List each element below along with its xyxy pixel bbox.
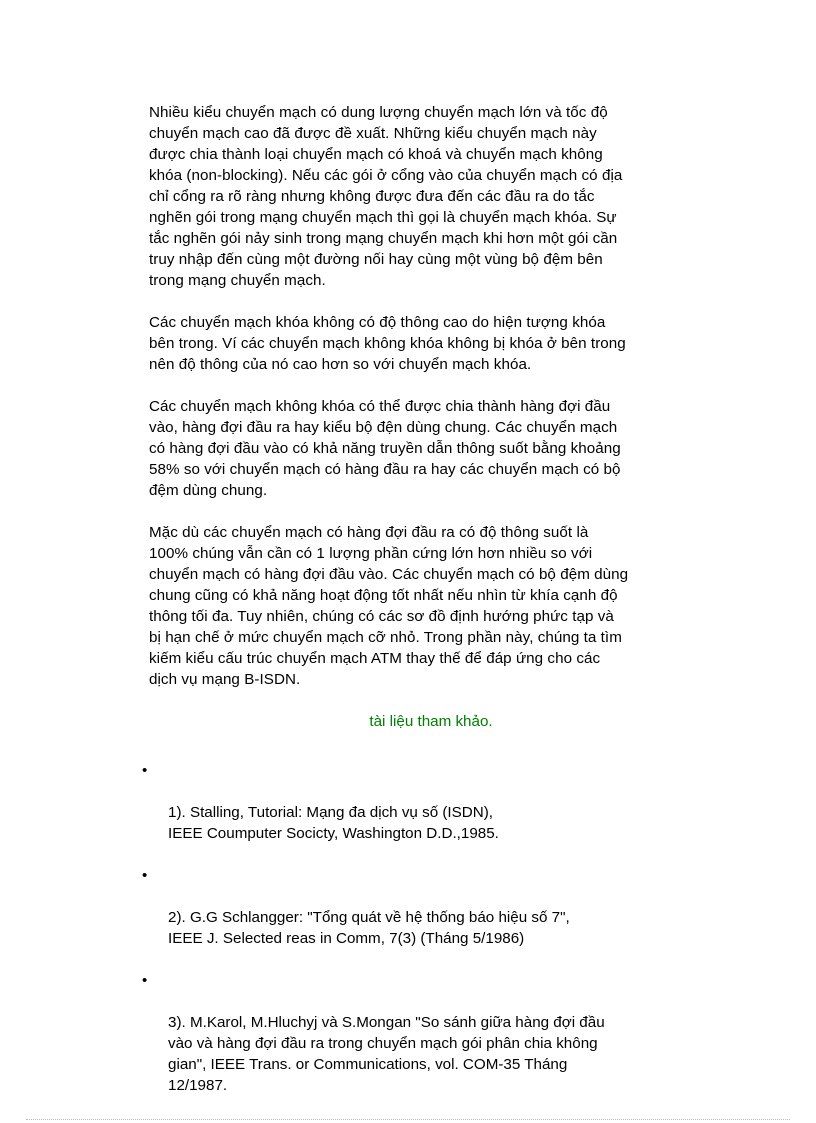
bullet-icon: • xyxy=(142,867,148,884)
paragraph-output-queue: Mặc dù các chuyển mạch có hàng đợi đầu ra có độ thông suốt là 100% chúng vẫn cần có 1 lượng phần cứng lớn hơn nhiều so với chuyển mạch có hàng đợi đầu vào. Các chuyển mạch có bộ đệm dùng chung cũng có khả năng hoạt động tốt nhất nếu nhìn từ khía cạnh độ thông tối đa. Tuy nhiên, chúng có các sơ đồ định hướng phức tạp và bị hạn chế ở mức chuyển mạch cỡ nhỏ. Trong phần này, chúng ta tìm kiếm kiểu cấu trúc chuyển mạch ATM thay thế để đáp ứng cho các dịch vụ mạng B-ISDN. xyxy=(149,524,629,688)
paragraph-switching-types: Nhiều kiểu chuyển mạch có dung lượng chuyển mạch lớn và tốc độ chuyển mạch cao đã được đề xuất. Những kiểu chuyển mạch này được chia thành loại chuyển mạch có khoá và chuyển mạch không khóa (non-blocking). Nếu các gói ở cổng vào của chuyển mạch có địa chỉ cổng ra rõ ràng nhưng không được đưa đến các đầu ra do tắc nghẽn gói trong mạng chuyển mạch thì gọi là chuyển mạch khóa. Sự tắc nghẽn gói nảy sinh trong mạng chuyển mạch khi hơn một gói cần truy nhập đến cùng một đường nối hay cùng một vùng bộ đệm bên trong mạng chuyển mạch. xyxy=(149,104,623,289)
reference-text: 1). Stalling, Tutorial: Mạng đa dịch vụ số (ISDN), IEEE Coumputer Socicty, Washington D.D.,1985. xyxy=(168,804,499,842)
bullet-icon: • xyxy=(142,762,148,779)
reference-text: 2). G.G Schlangger: "Tổng quát về hệ thống báo hiệu số 7", IEEE J. Selected reas in Comm, 7(3) (Tháng 5/1986) xyxy=(168,909,570,947)
reference-item xyxy=(142,865,697,949)
reference-item xyxy=(142,970,697,1096)
references-list xyxy=(142,760,697,1096)
paragraph-nonblocking-queues: Các chuyển mạch không khóa có thể được chia thành hàng đợi đầu vào, hàng đợi đầu ra hay kiểu bộ đện dùng chung. Các chuyển mạch có hàng đợi đầu vào có khả năng truyền dẫn thông suốt bằng khoảng 58% so với chuyển mạch có hàng đầu ra hay các chuyển mạch có bộ đệm dùng chung. xyxy=(149,398,621,499)
paragraph-blocking-throughput: Các chuyển mạch khóa không có độ thông cao do hiện tượng khóa bên trong. Ví các chuyển mạch không khóa không bị khóa ở bên trong nên độ thông của nó cao hơn so với chuyển mạch khóa. xyxy=(149,314,626,373)
bullet-icon: • xyxy=(142,972,148,989)
reference-item xyxy=(142,760,697,844)
reference-text: 3). M.Karol, M.Hluchyj và S.Mongan "So sánh giữa hàng đợi đầu vào và hàng đợi đầu ra trong chuyển mạch gói phân chia không gian", IEEE Trans. or Communications, vol. COM-35 Tháng 12/1987. xyxy=(168,1014,605,1094)
page-content xyxy=(142,102,697,1117)
page-bottom-divider xyxy=(26,1119,790,1120)
references-heading: tài liệu tham khảo. xyxy=(369,713,493,730)
